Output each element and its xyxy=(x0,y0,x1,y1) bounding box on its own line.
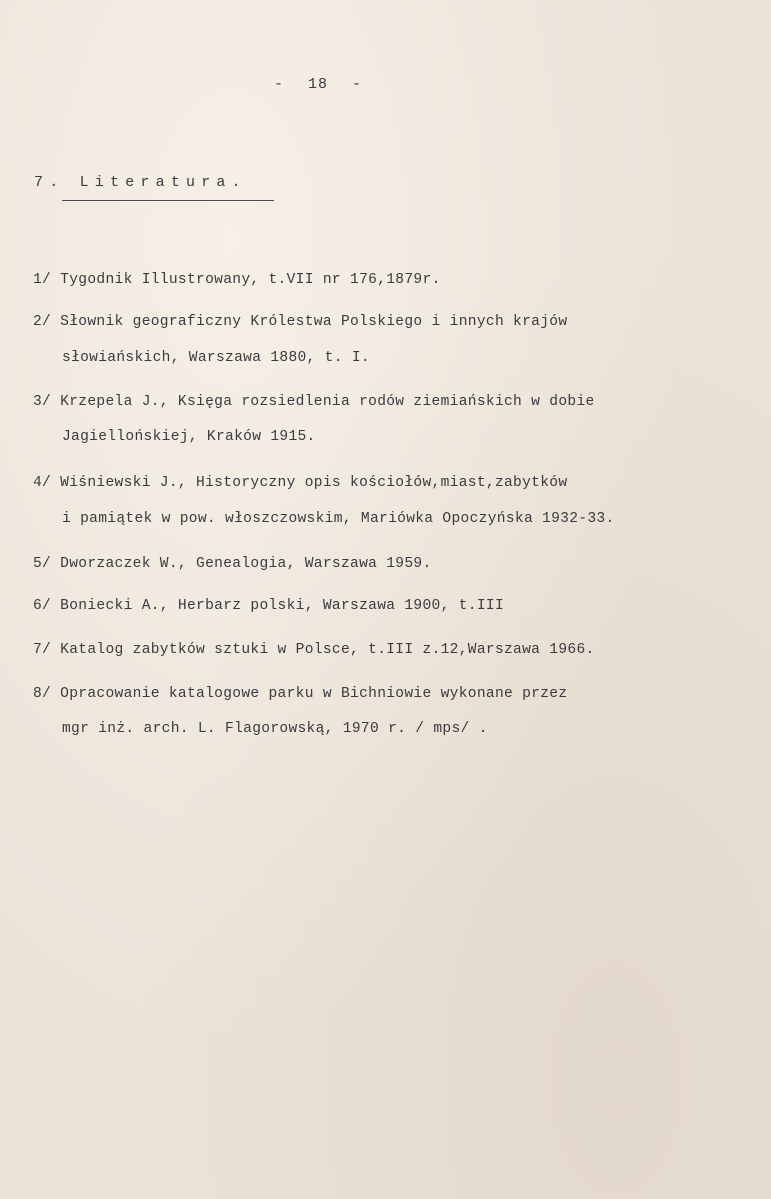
page-number: - 18 - xyxy=(273,76,362,93)
bibliography-entry-2: 2/ Słownik geograficzny Królestwa Polskiego i innych krajów xyxy=(33,314,568,330)
bibliography-entry-4: 4/ Wiśniewski J., Historyczny opis kościołów,miast,zabytków xyxy=(33,475,568,491)
section-heading: 7. Literatura. xyxy=(34,174,247,191)
bibliography-entry-3: 3/ Krzepela J., Księga rozsiedlenia rodów ziemiańskich w dobie xyxy=(33,394,595,410)
bibliography-entry-6: 6/ Boniecki A., Herbarz polski, Warszawa 1900, t.III xyxy=(33,598,504,614)
bibliography-entry-5: 5/ Dworzaczek W., Genealogia, Warszawa 1959. xyxy=(33,556,432,572)
heading-underline xyxy=(62,200,274,201)
bibliography-entry-1: 1/ Tygodnik Illustrowany, t.VII nr 176,1879r. xyxy=(33,272,441,288)
bibliography-entry-8: 8/ Opracowanie katalogowe parku w Bichniowie wykonane przez xyxy=(33,686,568,702)
bibliography-entry-4-continuation: i pamiątek w pow. włoszczowskim, Mariówka Opoczyńska 1932-33. xyxy=(62,511,615,527)
bibliography-entry-3-continuation: Jagiellońskiej, Kraków 1915. xyxy=(62,429,316,445)
bibliography-entry-2-continuation: słowiańskich, Warszawa 1880, t. I. xyxy=(62,350,370,366)
bibliography-entry-8-continuation: mgr inż. arch. L. Flagorowską, 1970 r. / mps/ . xyxy=(62,721,488,737)
bibliography-entry-7: 7/ Katalog zabytków sztuki w Polsce, t.III z.12,Warszawa 1966. xyxy=(33,642,595,658)
